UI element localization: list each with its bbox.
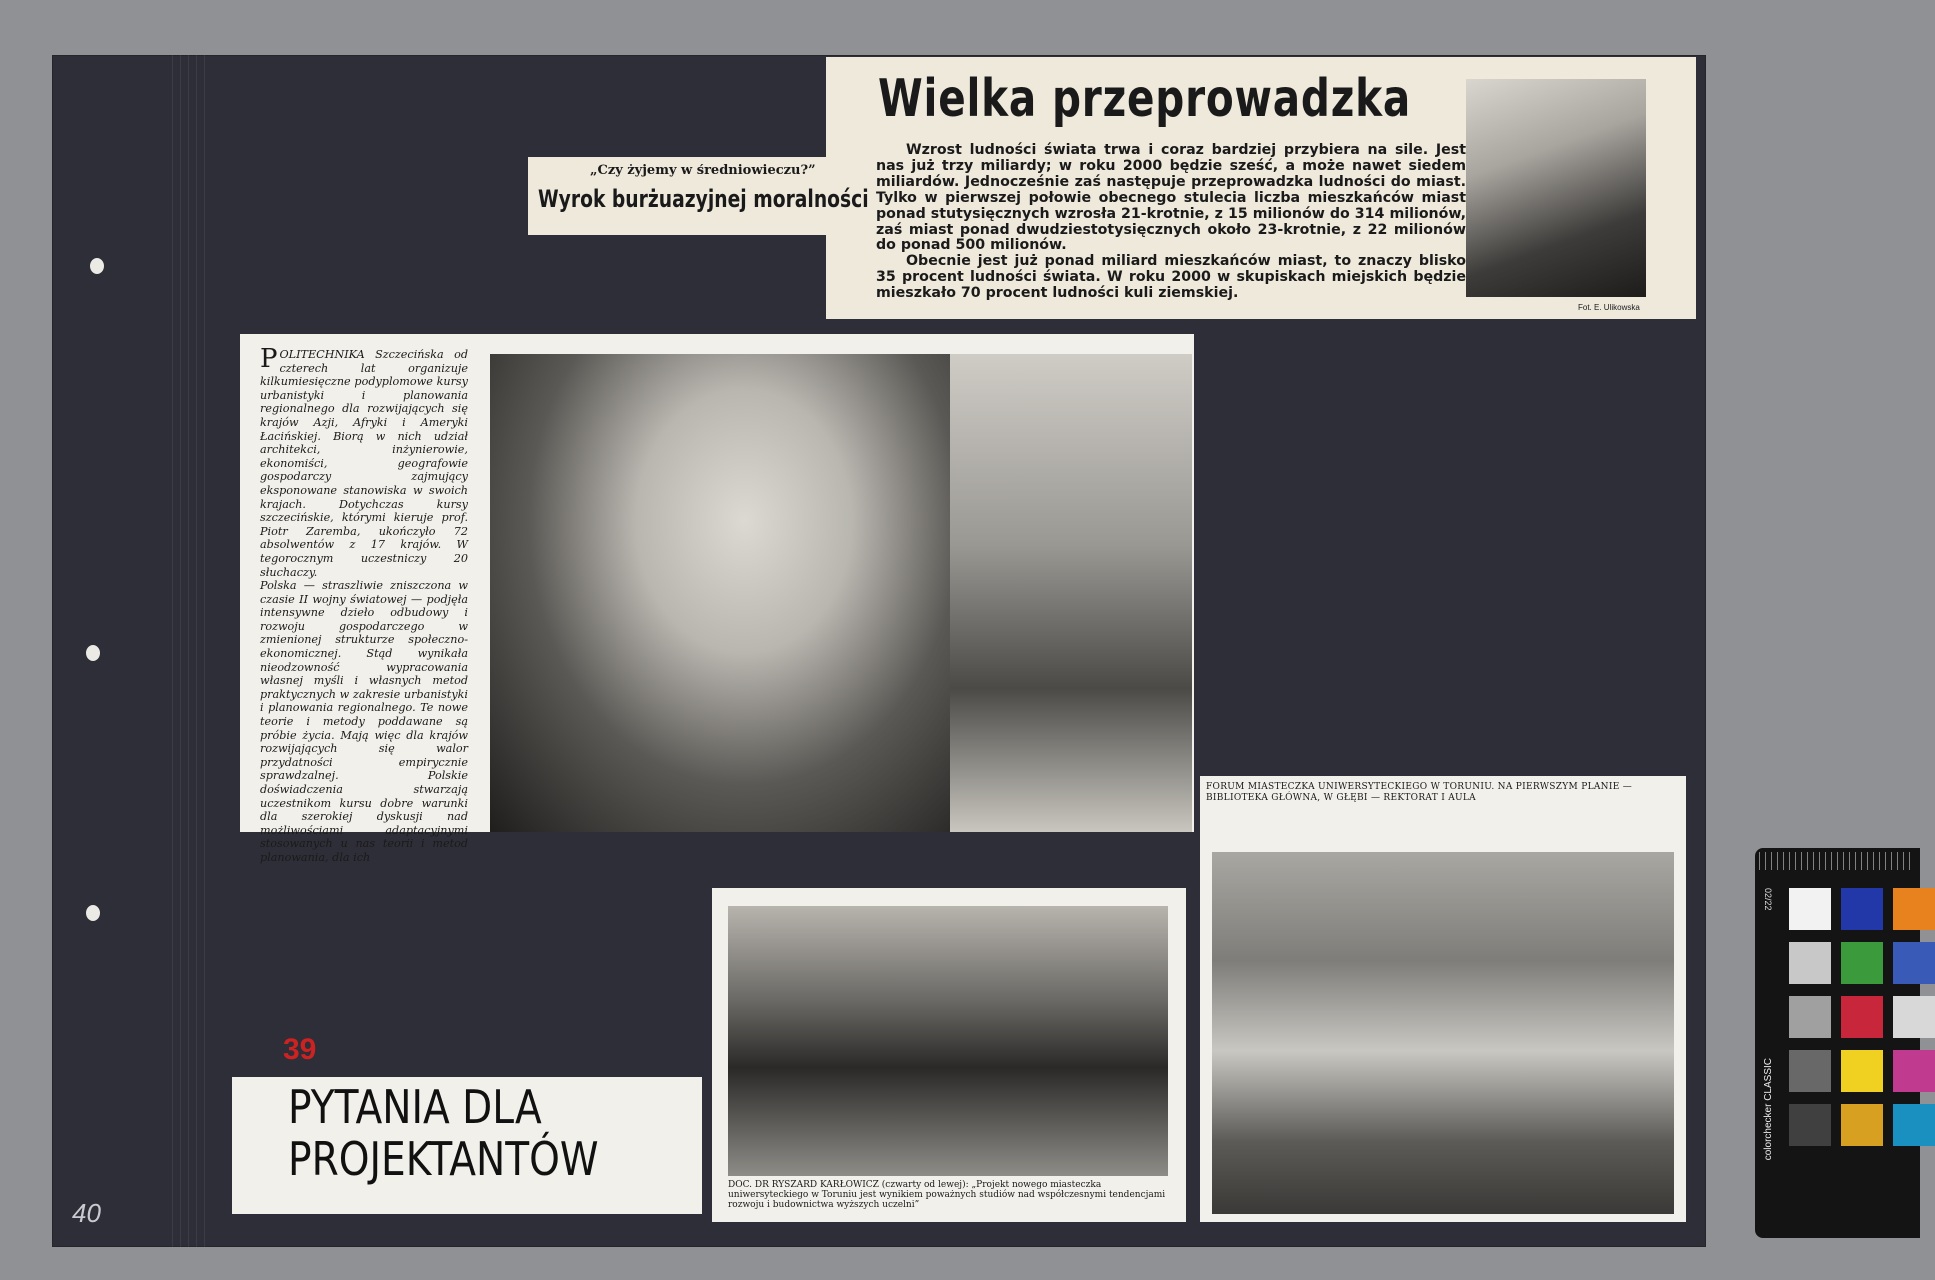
color-checker-card xyxy=(1755,848,1920,1238)
headline-body xyxy=(876,143,1466,302)
color-swatch xyxy=(1841,1104,1883,1146)
page-number-red: 39 xyxy=(283,1033,317,1066)
color-swatch xyxy=(1789,1104,1831,1146)
verdict-title: Wyrok burżuazyjnej moralności xyxy=(538,185,869,213)
color-swatch xyxy=(1841,1050,1883,1092)
color-swatch xyxy=(1893,1050,1935,1092)
verdict-clipping xyxy=(528,157,869,235)
photo-credit: Fot. E. Ulikowska xyxy=(1578,303,1640,312)
color-swatch xyxy=(1789,1050,1831,1092)
color-swatch xyxy=(1893,942,1935,984)
article-column xyxy=(260,344,468,865)
binder-hole xyxy=(86,645,100,661)
color-swatch xyxy=(1893,996,1935,1038)
title-clipping xyxy=(232,1077,702,1214)
color-swatch xyxy=(1841,942,1883,984)
architects-model-photo xyxy=(728,906,1168,1176)
color-swatch xyxy=(1789,996,1831,1038)
article-paragraph: Polska — straszliwie zniszczona w czasie II wojny światowej — podjęła intensywne dzieło odbudowy i rozwoju gospodarczego w zmienionej strukturze społeczno-ekonomicznej. Stąd wynikała nieodzowność wypracowania własnej myśli i własnych metod praktycznych w zakresie urbanistyki i planowania regionalnego. Te nowe teorie i metody poddawane są próbie życia. Mają więc dla krajów rozwijających się walor przydatności empirycznie sprawdzalnej. Polskie doświadczenia stwarzają uczestnikom kursu dobre warunki dla szerokiej dyskusji nad możliwościami adaptacyjnymi stosowanych u nas teorii i metod planowania, dla ich xyxy=(260,579,468,864)
karlowicz-clipping xyxy=(712,888,1186,1222)
color-swatch xyxy=(1789,942,1831,984)
karlowicz-caption: DOC. DR RYSZARD KARŁOWICZ (czwarty od lewej): „Projekt nowego miasteczka uniwersyteckiego w Toruniu jest wynikiem poważnych studiów nad współczesnymi tendencjami rozwoju i budownictwa wyższych uczelni” xyxy=(728,1180,1166,1210)
forum-caption: FORUM MIASTECZKA UNIWERSYTECKIEGO W TORUNIU. NA PIERWSZYM PLANIE — BIBLIOTEKA GŁÓWNA, W GŁĘBI — REKTORAT I AULA xyxy=(1206,782,1633,803)
headline-clipping xyxy=(826,57,1696,319)
headline-paragraph: Obecnie jest już ponad miliard mieszkańców miast, to znaczy blisko 35 procent ludności świata. W roku 2000 w skupiskach miejskich będzie mieszkało 70 procent ludności kuli ziemskiej. xyxy=(876,253,1466,302)
binder-hole xyxy=(86,905,100,921)
ruler-scale xyxy=(1759,852,1914,870)
color-swatch xyxy=(1789,888,1831,930)
drop-cap: P xyxy=(260,344,278,374)
forum-clipping xyxy=(1200,776,1686,1222)
lecturer-student-photo xyxy=(490,354,952,832)
color-swatch xyxy=(1841,888,1883,930)
campus-model-photo xyxy=(1212,852,1674,1214)
section-title: PYTANIA DLA PROJEKTANTÓW xyxy=(288,1080,599,1186)
color-swatch xyxy=(1893,888,1935,930)
article-paragraph: OLITECHNIKA Szczecińska od czterech lat organizuje kilkumiesięczne podyplomowe kursy urbanistyki i planowania regionalnego dla rozwijających się krajów Azji, Afryki i Ameryki Łacińskiej. Biorą w nich udział architekci, inżynierowie, ekonomiści, geografowie gospodarczy zajmujący eksponowane stanowiska w swoich krajach. Dotychczas kursy szczecińskie, którymi kieruje prof. Piotr Zaremba, ukończyło 72 absolwentów z 17 krajów. W tegorocznym uczestniczy 20 słuchaczy. xyxy=(260,348,468,579)
pencil-page-number: 40 xyxy=(72,1198,101,1228)
checker-label: 02/22 xyxy=(1763,888,1773,911)
binder-hole xyxy=(90,258,104,274)
checker-brand: colorchecker CLASSIC xyxy=(1763,1058,1774,1161)
color-swatch xyxy=(1841,996,1883,1038)
headline-title: Wielka przeprowadzka xyxy=(878,69,1412,129)
verdict-quote: „Czy żyjemy w średniowieczu?” xyxy=(590,163,816,178)
color-swatch xyxy=(1893,1104,1935,1146)
classroom-photo xyxy=(950,354,1192,832)
headline-paragraph: Wzrost ludności świata trwa i coraz bardziej przybiera na sile. Jest nas już trzy miliardy; w roku 2000 będzie sześć, a może nawet siedem miliardów. Jednocześnie zaś następuje przeprowadzka ludności do miast. Tylko w pierwszej połowie obecnego stulecia liczba mieszkańców miast ponad stutysięcznych wzrosła 21-krotnie, z 15 milionów do 314 milionów, zaś miast ponad dwudziestotysięcznych około 23-krotnie, z 22 milionów do ponad 500 milionów. xyxy=(876,142,1466,254)
politechnika-clipping xyxy=(240,334,1194,864)
portrait-photo xyxy=(1466,79,1646,297)
